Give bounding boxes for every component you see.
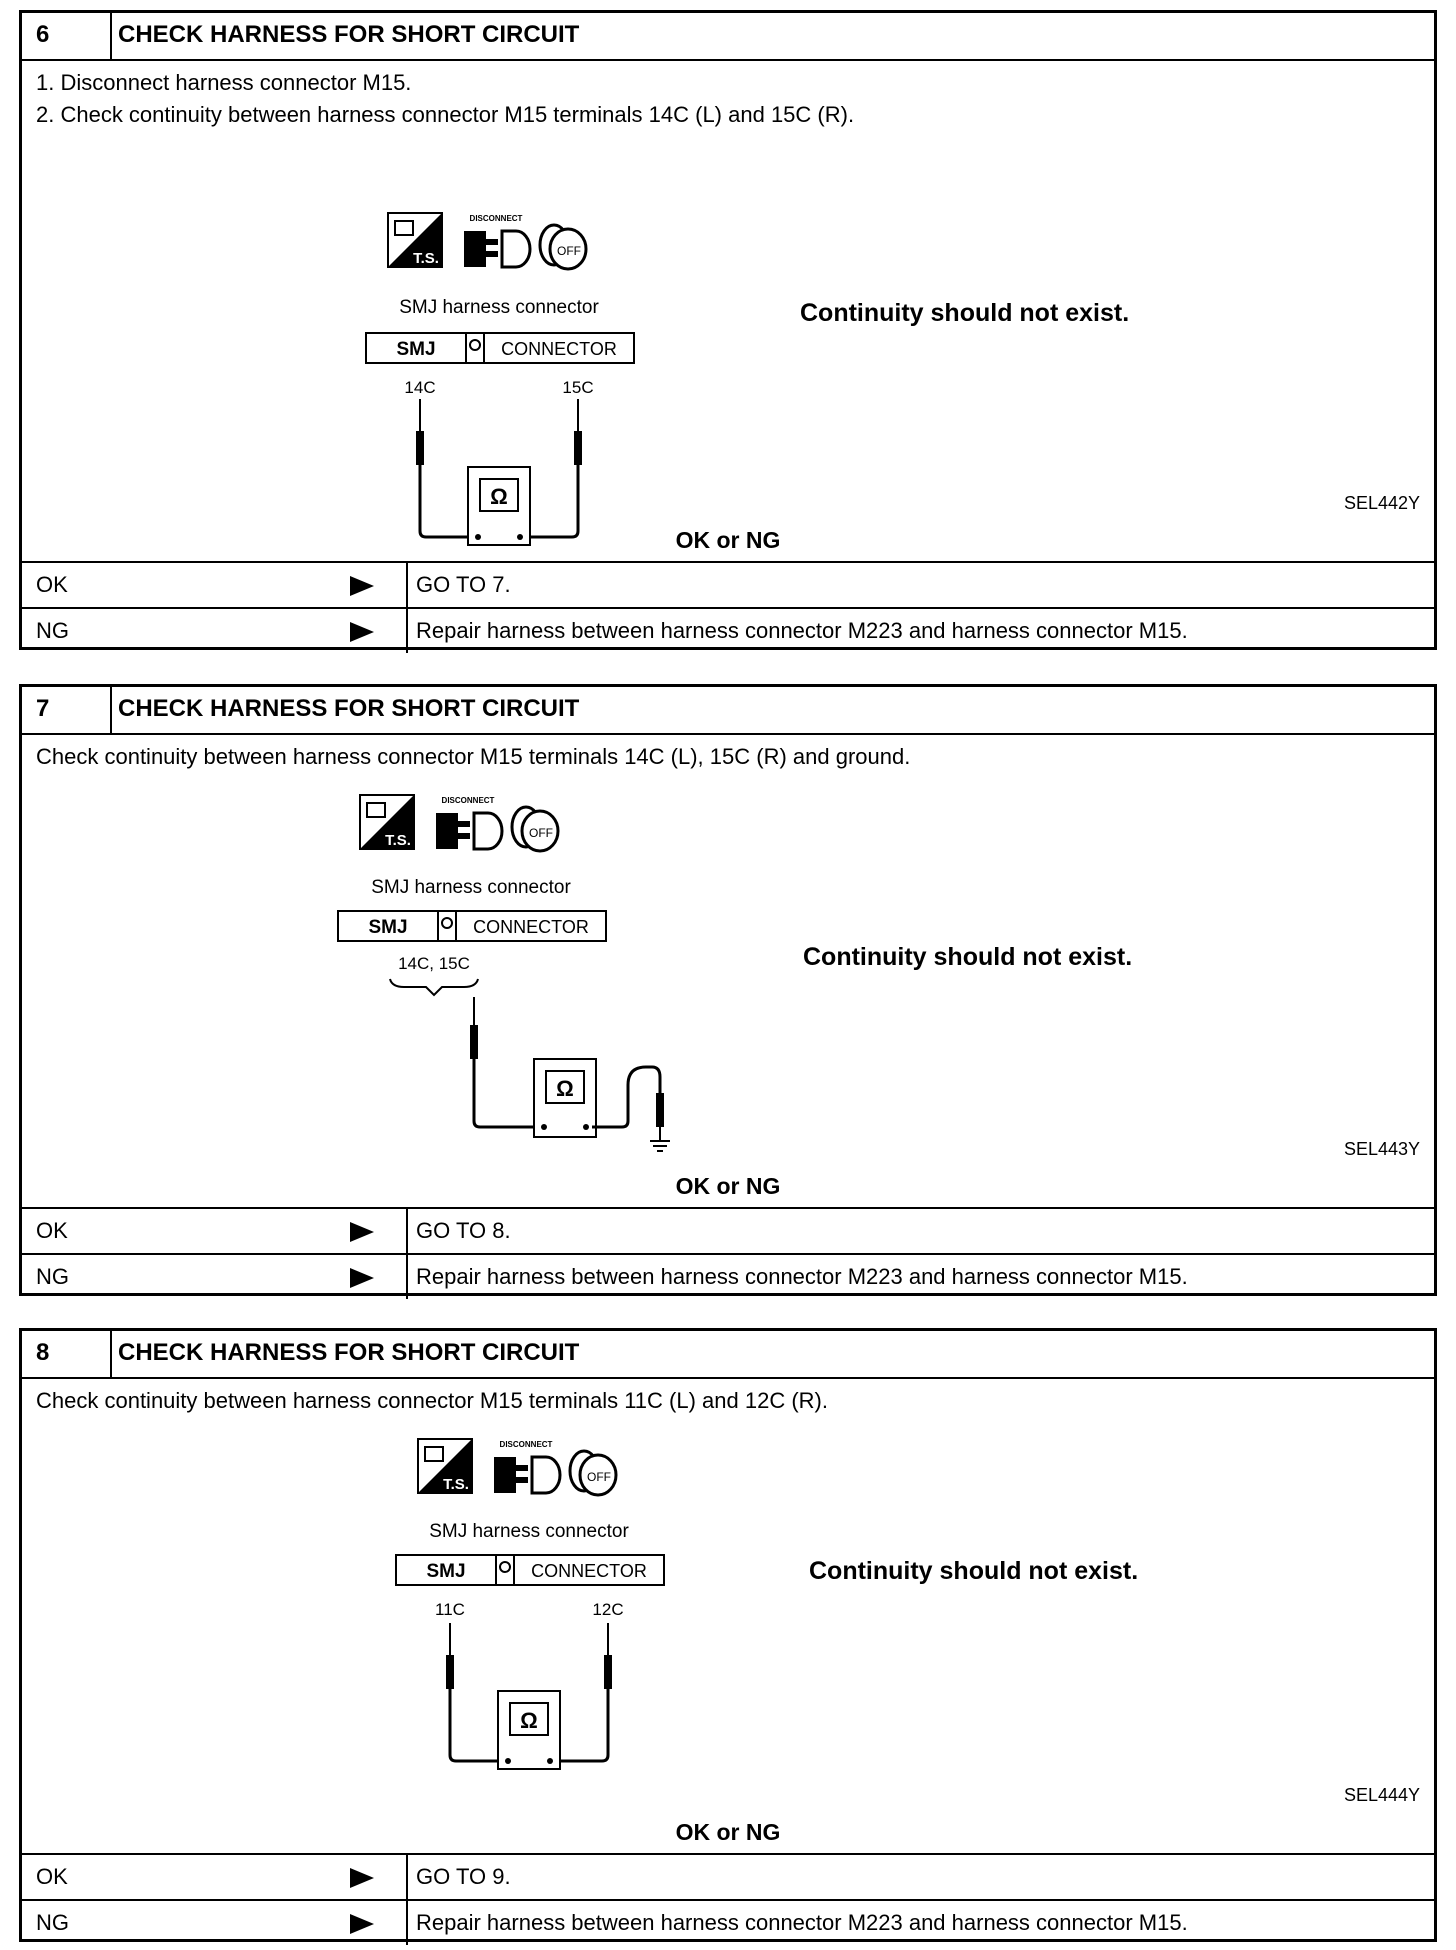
svg-text:OFF: OFF [587, 1470, 611, 1484]
svg-text:Ω: Ω [520, 1708, 538, 1733]
step-number: 6 [22, 13, 112, 59]
condition-text: Continuity should not exist. [800, 299, 1130, 327]
ohmmeter-icon [534, 1059, 596, 1137]
terminal-label: 14C [404, 378, 436, 397]
step-7-block [19, 684, 1437, 1296]
result-action: Repair harness between harness connector M223 and harness connector M15. [416, 1264, 1188, 1289]
step-6-block [19, 10, 1437, 650]
step-title: CHECK HARNESS FOR SHORT CIRCUIT [118, 1339, 580, 1366]
terminal-label: 12C [592, 1600, 624, 1619]
ohmmeter-icon [498, 1691, 560, 1769]
disconnect-icon [494, 1440, 560, 1493]
disconnect-icon [436, 796, 502, 849]
probe-right [574, 431, 582, 465]
smj-connector-bar [366, 333, 634, 363]
terminal-label: 14C, 15C [398, 954, 470, 973]
ohmmeter-probe-diagram [432, 1623, 642, 1773]
condition-text: Continuity should not exist. [809, 1557, 1139, 1585]
step-title: CHECK HARNESS FOR SHORT CIRCUIT [118, 21, 580, 48]
result-row-ok [22, 1855, 1434, 1899]
result-row-ok [22, 1209, 1434, 1253]
figure-code: SEL443Y [1343, 1139, 1420, 1159]
svg-text:DISCONNECT: DISCONNECT [441, 796, 495, 805]
svg-text:T.S.: T.S. [443, 1476, 469, 1493]
result-row-ng [22, 607, 1434, 653]
step-body [22, 735, 1434, 1209]
instruction-line: Check continuity between harness connector M15 terminals 14C (L), 15C (R) and ground. [36, 744, 911, 769]
smj-connector-bar [338, 911, 606, 941]
ts-icon [388, 213, 442, 267]
probe-left [416, 431, 424, 465]
figure-code: SEL444Y [1343, 1785, 1420, 1805]
step-header [22, 687, 1434, 735]
result-row-ng [22, 1253, 1434, 1299]
result-label: NG [22, 609, 408, 653]
connector-caption: SMJ harness connector [429, 1521, 629, 1542]
step-body [22, 1379, 1434, 1855]
step-body [22, 61, 1434, 563]
result-label: OK [22, 563, 408, 607]
svg-text:DISCONNECT: DISCONNECT [499, 1440, 553, 1449]
result-row-ok [22, 563, 1434, 607]
arrow-right-icon [350, 1868, 374, 1888]
svg-text:CONNECTOR: CONNECTOR [531, 1561, 647, 1581]
probe-right [656, 1093, 664, 1127]
smj-connector-bar [396, 1555, 664, 1585]
disconnect-icon [464, 214, 530, 267]
result-label: NG [22, 1255, 408, 1299]
step-number: 8 [22, 1331, 112, 1377]
step-header [22, 1331, 1434, 1379]
probe-right [604, 1655, 612, 1689]
connector-caption: SMJ harness connector [371, 877, 571, 898]
step-header [22, 13, 1434, 61]
svg-text:SMJ: SMJ [368, 917, 408, 938]
svg-text:CONNECTOR: CONNECTOR [501, 339, 617, 359]
ground-icon [650, 1127, 670, 1151]
svg-text:DISCONNECT: DISCONNECT [469, 214, 523, 223]
ohmmeter-probe-diagram [452, 997, 712, 1177]
key-off-icon [512, 807, 558, 851]
svg-text:OFF: OFF [557, 244, 581, 258]
terminal-label: 15C [562, 378, 594, 397]
result-action: GO TO 9. [416, 1864, 511, 1889]
arrow-right-icon [350, 1914, 374, 1934]
probe-left [446, 1655, 454, 1689]
result-action: GO TO 8. [416, 1218, 511, 1243]
svg-text:T.S.: T.S. [385, 832, 411, 849]
connector-caption: SMJ harness connector [399, 297, 599, 318]
instructions [22, 735, 1434, 773]
svg-text:OFF: OFF [529, 826, 553, 840]
condition-text: Continuity should not exist. [803, 943, 1133, 971]
key-off-icon [540, 225, 586, 269]
figure-code: SEL442Y [1343, 493, 1420, 513]
result-label: NG [22, 1901, 408, 1945]
instructions [22, 61, 1434, 131]
svg-text:Ω: Ω [490, 484, 508, 509]
result-heading: OK or NG [675, 1819, 781, 1845]
svg-text:T.S.: T.S. [413, 250, 439, 267]
instruction-line: 2. Check continuity between harness connector M15 terminals 14C (L) and 15C (R). [36, 102, 855, 127]
key-off-icon [570, 1451, 616, 1495]
arrow-right-icon [350, 1268, 374, 1288]
instruction-line: Check continuity between harness connector M15 terminals 11C (L) and 12C (R). [36, 1388, 828, 1413]
svg-text:CONNECTOR: CONNECTOR [473, 917, 589, 937]
terminal-label: 11C [435, 1600, 465, 1619]
test-diagram [314, 743, 654, 1013]
ts-icon [418, 1439, 472, 1493]
step-8-block [19, 1328, 1437, 1942]
result-label: OK [22, 1855, 408, 1899]
ts-icon [360, 795, 414, 849]
result-label: OK [22, 1209, 408, 1253]
terminal-brace [390, 979, 478, 995]
instruction-line: 1. Disconnect harness connector M15. [36, 70, 412, 95]
result-action: Repair harness between harness connector M223 and harness connector M15. [416, 618, 1188, 643]
svg-text:Ω: Ω [556, 1076, 574, 1101]
svg-text:SMJ: SMJ [426, 1561, 466, 1582]
probe-left [470, 1025, 478, 1059]
result-heading: OK or NG [675, 527, 781, 553]
step-title: CHECK HARNESS FOR SHORT CIRCUIT [118, 695, 580, 722]
arrow-right-icon [350, 576, 374, 596]
instructions [22, 1379, 1434, 1417]
test-diagram [372, 1387, 712, 1657]
result-row-ng [22, 1899, 1434, 1945]
arrow-right-icon [350, 1222, 374, 1242]
result-heading: OK or NG [675, 1173, 781, 1199]
arrow-right-icon [350, 622, 374, 642]
result-action: Repair harness between harness connector M223 and harness connector M15. [416, 1910, 1188, 1935]
step-number: 7 [22, 687, 112, 733]
result-action: GO TO 7. [416, 572, 511, 597]
svg-text:SMJ: SMJ [396, 339, 436, 360]
